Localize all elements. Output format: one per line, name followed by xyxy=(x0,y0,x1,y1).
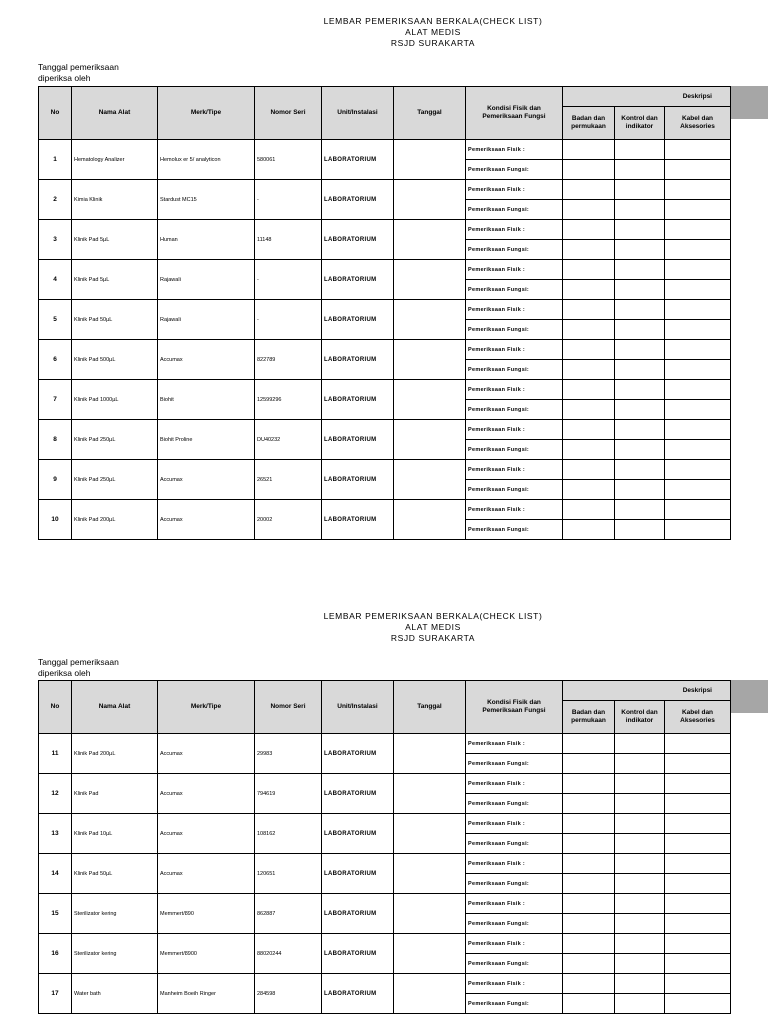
row-number: 12 xyxy=(39,774,72,814)
control-indicator-cell[interactable] xyxy=(615,200,665,220)
body-surface-cell[interactable] xyxy=(563,954,615,974)
equipment-brand: Rajawali xyxy=(158,260,255,300)
row-number: 5 xyxy=(39,300,72,340)
body-surface-cell[interactable] xyxy=(563,754,615,774)
body-surface-cell[interactable] xyxy=(563,480,615,500)
equipment-brand: Human xyxy=(158,220,255,260)
control-indicator-cell[interactable] xyxy=(615,914,665,934)
control-indicator-cell[interactable] xyxy=(615,874,665,894)
body-surface-cell[interactable] xyxy=(563,854,615,874)
sheet-title-line-2: ALAT MEDIS xyxy=(405,27,461,37)
control-indicator-cell[interactable] xyxy=(615,160,665,180)
body-surface-cell[interactable] xyxy=(563,500,615,520)
control-indicator-cell[interactable] xyxy=(615,754,665,774)
equipment-brand: Biohit Proline xyxy=(158,420,255,460)
body-surface-cell[interactable] xyxy=(563,160,615,180)
control-indicator-cell[interactable] xyxy=(615,794,665,814)
body-surface-cell[interactable] xyxy=(563,220,615,240)
date-label: Tanggal pemeriksaan xyxy=(38,62,119,72)
serial-number: 862887 xyxy=(255,894,322,934)
checked-by-label: diperiksa oleh xyxy=(38,668,91,678)
control-indicator-cell[interactable] xyxy=(615,974,665,994)
inspection-date-cell[interactable] xyxy=(394,894,466,934)
unit-installation: LABORATORIUM xyxy=(322,500,394,540)
cable-accessories-cell[interactable] xyxy=(665,814,731,834)
function-check-label: Pemeriksaan Fungsi: xyxy=(466,520,563,540)
table-row xyxy=(39,934,731,954)
row-number: 13 xyxy=(39,814,72,854)
row-number: 15 xyxy=(39,894,72,934)
body-surface-cell[interactable] xyxy=(563,380,615,400)
function-check-label: Pemeriksaan Fungsi: xyxy=(466,160,563,180)
header-unit: Unit/Instalasi xyxy=(322,87,394,140)
control-indicator-cell[interactable] xyxy=(615,280,665,300)
cable-accessories-cell[interactable] xyxy=(665,360,731,380)
body-surface-cell[interactable] xyxy=(563,420,615,440)
header-grey-bar xyxy=(730,680,768,713)
body-surface-cell[interactable] xyxy=(563,774,615,794)
body-surface-cell[interactable] xyxy=(563,360,615,380)
equipment-brand: Accumax xyxy=(158,814,255,854)
cable-accessories-cell[interactable] xyxy=(665,380,731,400)
equipment-brand: Memmert/890 xyxy=(158,894,255,934)
cable-accessories-cell[interactable] xyxy=(665,974,731,994)
cable-accessories-cell[interactable] xyxy=(665,874,731,894)
body-surface-cell[interactable] xyxy=(563,934,615,954)
control-indicator-cell[interactable] xyxy=(615,140,665,160)
cable-accessories-cell[interactable] xyxy=(665,734,731,754)
body-surface-cell[interactable] xyxy=(563,400,615,420)
table-row xyxy=(39,340,731,360)
row-number: 7 xyxy=(39,380,72,420)
equipment-name: Klinik Pad 200µL xyxy=(72,734,158,774)
physical-check-label: Pemeriksaan Fisik : xyxy=(466,140,563,160)
function-check-label: Pemeriksaan Fungsi: xyxy=(466,240,563,260)
header-grey-bar xyxy=(730,86,768,119)
function-check-label: Pemeriksaan Fungsi: xyxy=(466,954,563,974)
control-indicator-cell[interactable] xyxy=(615,520,665,540)
physical-check-label: Pemeriksaan Fisik : xyxy=(466,420,563,440)
serial-number: 26521 xyxy=(255,460,322,500)
body-surface-cell[interactable] xyxy=(563,734,615,754)
control-indicator-cell[interactable] xyxy=(615,320,665,340)
unit-installation: LABORATORIUM xyxy=(322,380,394,420)
function-check-label: Pemeriksaan Fungsi: xyxy=(466,754,563,774)
control-indicator-cell[interactable] xyxy=(615,380,665,400)
inspection-date-cell[interactable] xyxy=(394,220,466,260)
unit-installation: LABORATORIUM xyxy=(322,140,394,180)
control-indicator-cell[interactable] xyxy=(615,420,665,440)
cable-accessories-cell[interactable] xyxy=(665,220,731,240)
table-row xyxy=(39,500,731,520)
equipment-name: Klinik Pad 250µL xyxy=(72,460,158,500)
equipment-name: Klinik Pad 200µL xyxy=(72,500,158,540)
sheet-title-line-3: RSJD SURAKARTA xyxy=(390,633,476,643)
control-indicator-cell[interactable] xyxy=(615,460,665,480)
body-surface-cell[interactable] xyxy=(563,874,615,894)
equipment-name: Klinik Pad 250µL xyxy=(72,420,158,460)
equipment-name: Hematology Analizer xyxy=(72,140,158,180)
header-no: No xyxy=(39,87,72,140)
serial-number: 11148 xyxy=(255,220,322,260)
physical-check-label: Pemeriksaan Fisik : xyxy=(466,380,563,400)
unit-installation: LABORATORIUM xyxy=(322,340,394,380)
serial-number: 120651 xyxy=(255,854,322,894)
cable-accessories-cell[interactable] xyxy=(665,994,731,1014)
equipment-brand: Accumax xyxy=(158,854,255,894)
control-indicator-cell[interactable] xyxy=(615,834,665,854)
inspection-date-cell[interactable] xyxy=(394,460,466,500)
control-indicator-cell[interactable] xyxy=(615,774,665,794)
cable-accessories-cell[interactable] xyxy=(665,894,731,914)
unit-installation: LABORATORIUM xyxy=(322,300,394,340)
cable-accessories-cell[interactable] xyxy=(665,160,731,180)
control-indicator-cell[interactable] xyxy=(615,360,665,380)
serial-number: DU40232 xyxy=(255,420,322,460)
date-label: Tanggal pemeriksaan xyxy=(38,657,119,667)
header-nomor-seri: Nomor Seri xyxy=(255,681,322,734)
cable-accessories-cell[interactable] xyxy=(665,520,731,540)
control-indicator-cell[interactable] xyxy=(615,894,665,914)
table-row xyxy=(39,974,731,994)
physical-check-label: Pemeriksaan Fisik : xyxy=(466,854,563,874)
control-indicator-cell[interactable] xyxy=(615,734,665,754)
body-surface-cell[interactable] xyxy=(563,280,615,300)
function-check-label: Pemeriksaan Fungsi: xyxy=(466,914,563,934)
inspection-date-cell[interactable] xyxy=(394,814,466,854)
inspection-date-cell[interactable] xyxy=(394,934,466,974)
unit-installation: LABORATORIUM xyxy=(322,734,394,774)
header-tanggal: Tanggal xyxy=(394,87,466,140)
body-surface-cell[interactable] xyxy=(563,520,615,540)
equipment-brand: Accumax xyxy=(158,734,255,774)
inspection-date-cell[interactable] xyxy=(394,380,466,420)
equipment-name: Klinik Pad 50µL xyxy=(72,854,158,894)
serial-number: 20002 xyxy=(255,500,322,540)
header-kontrol: Kontrol dan indikator xyxy=(615,701,665,734)
cable-accessories-cell[interactable] xyxy=(665,834,731,854)
body-surface-cell[interactable] xyxy=(563,200,615,220)
checklist-table xyxy=(38,86,731,540)
inspection-date-cell[interactable] xyxy=(394,734,466,774)
sheet-title-line-2: ALAT MEDIS xyxy=(405,622,461,632)
unit-installation: LABORATORIUM xyxy=(322,220,394,260)
cable-accessories-cell[interactable] xyxy=(665,854,731,874)
body-surface-cell[interactable] xyxy=(563,834,615,854)
equipment-name: Klinik Pad 50µL xyxy=(72,300,158,340)
control-indicator-cell[interactable] xyxy=(615,440,665,460)
header-deskripsi: Deskripsi xyxy=(563,681,731,701)
equipment-name: Sterilizator kering xyxy=(72,934,158,974)
sheet-title-line-1: LEMBAR PEMERIKSAAN BERKALA(CHECK LIST) xyxy=(323,16,543,26)
inspection-date-cell[interactable] xyxy=(394,180,466,220)
control-indicator-cell[interactable] xyxy=(615,934,665,954)
header-tanggal: Tanggal xyxy=(394,681,466,734)
function-check-label: Pemeriksaan Fungsi: xyxy=(466,280,563,300)
inspection-date-cell[interactable] xyxy=(394,140,466,180)
unit-installation: LABORATORIUM xyxy=(322,260,394,300)
physical-check-label: Pemeriksaan Fisik : xyxy=(466,814,563,834)
unit-installation: LABORATORIUM xyxy=(322,854,394,894)
header-badan: Badan dan permukaan xyxy=(563,107,615,140)
equipment-name: Klinik Pad 500µL xyxy=(72,340,158,380)
inspection-date-cell[interactable] xyxy=(394,300,466,340)
equipment-brand: Memmert/8900 xyxy=(158,934,255,974)
cable-accessories-cell[interactable] xyxy=(665,794,731,814)
equipment-brand: Accumax xyxy=(158,500,255,540)
control-indicator-cell[interactable] xyxy=(615,954,665,974)
header-nomor-seri: Nomor Seri xyxy=(255,87,322,140)
control-indicator-cell[interactable] xyxy=(615,854,665,874)
header-nama-alat: Nama Alat xyxy=(72,87,158,140)
serial-number: - xyxy=(255,300,322,340)
cable-accessories-cell[interactable] xyxy=(665,180,731,200)
equipment-brand: Accumax xyxy=(158,460,255,500)
body-surface-cell[interactable] xyxy=(563,914,615,934)
function-check-label: Pemeriksaan Fungsi: xyxy=(466,480,563,500)
body-surface-cell[interactable] xyxy=(563,320,615,340)
serial-number: 822789 xyxy=(255,340,322,380)
inspection-date-cell[interactable] xyxy=(394,500,466,540)
control-indicator-cell[interactable] xyxy=(615,340,665,360)
header-merk: Merk/Tipe xyxy=(158,87,255,140)
inspection-date-cell[interactable] xyxy=(394,420,466,460)
header-kondisi: Kondisi Fisik dan Pemeriksaan Fungsi xyxy=(466,681,563,734)
cable-accessories-cell[interactable] xyxy=(665,500,731,520)
unit-installation: LABORATORIUM xyxy=(322,774,394,814)
serial-number: - xyxy=(255,260,322,300)
body-surface-cell[interactable] xyxy=(563,460,615,480)
equipment-name: Klinik Pad 5µL xyxy=(72,220,158,260)
cable-accessories-cell[interactable] xyxy=(665,934,731,954)
physical-check-label: Pemeriksaan Fisik : xyxy=(466,340,563,360)
cable-accessories-cell[interactable] xyxy=(665,280,731,300)
row-number: 1 xyxy=(39,140,72,180)
row-number: 8 xyxy=(39,420,72,460)
equipment-brand: Biohit xyxy=(158,380,255,420)
control-indicator-cell[interactable] xyxy=(615,500,665,520)
table-row xyxy=(39,894,731,914)
cable-accessories-cell[interactable] xyxy=(665,420,731,440)
inspection-date-cell[interactable] xyxy=(394,340,466,380)
equipment-name: Kimia Klinik xyxy=(72,180,158,220)
body-surface-cell[interactable] xyxy=(563,300,615,320)
control-indicator-cell[interactable] xyxy=(615,180,665,200)
row-number: 14 xyxy=(39,854,72,894)
serial-number: 88020244 xyxy=(255,934,322,974)
control-indicator-cell[interactable] xyxy=(615,994,665,1014)
equipment-name: Klinik Pad 1000µL xyxy=(72,380,158,420)
equipment-name: Klinik Pad 5µL xyxy=(72,260,158,300)
unit-installation: LABORATORIUM xyxy=(322,460,394,500)
inspection-date-cell[interactable] xyxy=(394,260,466,300)
function-check-label: Pemeriksaan Fungsi: xyxy=(466,440,563,460)
unit-installation: LABORATORIUM xyxy=(322,974,394,1014)
body-surface-cell[interactable] xyxy=(563,814,615,834)
cable-accessories-cell[interactable] xyxy=(665,200,731,220)
header-deskripsi: Deskripsi xyxy=(563,87,731,107)
physical-check-label: Pemeriksaan Fisik : xyxy=(466,734,563,754)
equipment-name: Sterilizator kering xyxy=(72,894,158,934)
function-check-label: Pemeriksaan Fungsi: xyxy=(466,400,563,420)
body-surface-cell[interactable] xyxy=(563,794,615,814)
header-kontrol: Kontrol dan indikator xyxy=(615,107,665,140)
unit-installation: LABORATORIUM xyxy=(322,894,394,934)
body-surface-cell[interactable] xyxy=(563,260,615,280)
cable-accessories-cell[interactable] xyxy=(665,460,731,480)
equipment-brand: Stardust MC15 xyxy=(158,180,255,220)
control-indicator-cell[interactable] xyxy=(615,814,665,834)
unit-installation: LABORATORIUM xyxy=(322,814,394,854)
serial-number: 580061 xyxy=(255,140,322,180)
cable-accessories-cell[interactable] xyxy=(665,320,731,340)
body-surface-cell[interactable] xyxy=(563,974,615,994)
checklist-table xyxy=(38,680,731,1014)
body-surface-cell[interactable] xyxy=(563,994,615,1014)
header-kabel: Kabel dan Aksesories xyxy=(665,107,731,140)
row-number: 4 xyxy=(39,260,72,300)
control-indicator-cell[interactable] xyxy=(615,240,665,260)
row-number: 16 xyxy=(39,934,72,974)
cable-accessories-cell[interactable] xyxy=(665,300,731,320)
table-row xyxy=(39,854,731,874)
physical-check-label: Pemeriksaan Fisik : xyxy=(466,300,563,320)
row-number: 9 xyxy=(39,460,72,500)
equipment-brand: Rajawali xyxy=(158,300,255,340)
cable-accessories-cell[interactable] xyxy=(665,954,731,974)
table-row xyxy=(39,140,731,160)
control-indicator-cell[interactable] xyxy=(615,260,665,280)
row-number: 17 xyxy=(39,974,72,1014)
function-check-label: Pemeriksaan Fungsi: xyxy=(466,200,563,220)
equipment-brand: Accumax xyxy=(158,774,255,814)
unit-installation: LABORATORIUM xyxy=(322,934,394,974)
unit-installation: LABORATORIUM xyxy=(322,420,394,460)
physical-check-label: Pemeriksaan Fisik : xyxy=(466,974,563,994)
body-surface-cell[interactable] xyxy=(563,240,615,260)
body-surface-cell[interactable] xyxy=(563,894,615,914)
unit-installation: LABORATORIUM xyxy=(322,180,394,220)
body-surface-cell[interactable] xyxy=(563,140,615,160)
serial-number: 108162 xyxy=(255,814,322,854)
cable-accessories-cell[interactable] xyxy=(665,240,731,260)
serial-number: 12599296 xyxy=(255,380,322,420)
inspection-date-cell[interactable] xyxy=(394,974,466,1014)
equipment-brand: Accumax xyxy=(158,340,255,380)
cable-accessories-cell[interactable] xyxy=(665,440,731,460)
row-number: 11 xyxy=(39,734,72,774)
sheet-title-line-1: LEMBAR PEMERIKSAAN BERKALA(CHECK LIST) xyxy=(323,611,543,621)
cable-accessories-cell[interactable] xyxy=(665,774,731,794)
physical-check-label: Pemeriksaan Fisik : xyxy=(466,500,563,520)
serial-number: 29983 xyxy=(255,734,322,774)
row-number: 6 xyxy=(39,340,72,380)
row-number: 3 xyxy=(39,220,72,260)
table-row xyxy=(39,774,731,794)
sheet-title-line-3: RSJD SURAKARTA xyxy=(390,38,476,48)
function-check-label: Pemeriksaan Fungsi: xyxy=(466,874,563,894)
physical-check-label: Pemeriksaan Fisik : xyxy=(466,934,563,954)
table-row xyxy=(39,260,731,280)
serial-number: 284598 xyxy=(255,974,322,1014)
header-unit: Unit/Instalasi xyxy=(322,681,394,734)
table-row xyxy=(39,380,731,400)
table-row xyxy=(39,814,731,834)
equipment-brand: Manheim Boeih Ringer xyxy=(158,974,255,1014)
function-check-label: Pemeriksaan Fungsi: xyxy=(466,320,563,340)
cable-accessories-cell[interactable] xyxy=(665,914,731,934)
header-kondisi: Kondisi Fisik dan Pemeriksaan Fungsi xyxy=(466,87,563,140)
cable-accessories-cell[interactable] xyxy=(665,260,731,280)
cable-accessories-cell[interactable] xyxy=(665,340,731,360)
body-surface-cell[interactable] xyxy=(563,180,615,200)
table-row xyxy=(39,734,731,754)
physical-check-label: Pemeriksaan Fisik : xyxy=(466,894,563,914)
equipment-name: Klinik Pad xyxy=(72,774,158,814)
serial-number: - xyxy=(255,180,322,220)
table-row xyxy=(39,220,731,240)
physical-check-label: Pemeriksaan Fisik : xyxy=(466,774,563,794)
equipment-brand: Hemolux er 5/ analyticon xyxy=(158,140,255,180)
header-nama-alat: Nama Alat xyxy=(72,681,158,734)
table-row xyxy=(39,420,731,440)
header-no: No xyxy=(39,681,72,734)
control-indicator-cell[interactable] xyxy=(615,480,665,500)
inspection-date-cell[interactable] xyxy=(394,854,466,894)
control-indicator-cell[interactable] xyxy=(615,220,665,240)
control-indicator-cell[interactable] xyxy=(615,300,665,320)
function-check-label: Pemeriksaan Fungsi: xyxy=(466,834,563,854)
physical-check-label: Pemeriksaan Fisik : xyxy=(466,220,563,240)
physical-check-label: Pemeriksaan Fisik : xyxy=(466,180,563,200)
equipment-name: Klinik Pad 10µL xyxy=(72,814,158,854)
cable-accessories-cell[interactable] xyxy=(665,140,731,160)
table-row xyxy=(39,180,731,200)
physical-check-label: Pemeriksaan Fisik : xyxy=(466,260,563,280)
table-row xyxy=(39,300,731,320)
table-row xyxy=(39,460,731,480)
equipment-name: Water bath xyxy=(72,974,158,1014)
header-merk: Merk/Tipe xyxy=(158,681,255,734)
checked-by-label: diperiksa oleh xyxy=(38,73,91,83)
cable-accessories-cell[interactable] xyxy=(665,400,731,420)
header-kabel: Kabel dan Aksesories xyxy=(665,701,731,734)
function-check-label: Pemeriksaan Fungsi: xyxy=(466,360,563,380)
control-indicator-cell[interactable] xyxy=(615,400,665,420)
inspection-date-cell[interactable] xyxy=(394,774,466,814)
row-number: 10 xyxy=(39,500,72,540)
function-check-label: Pemeriksaan Fungsi: xyxy=(466,794,563,814)
body-surface-cell[interactable] xyxy=(563,340,615,360)
cable-accessories-cell[interactable] xyxy=(665,480,731,500)
physical-check-label: Pemeriksaan Fisik : xyxy=(466,460,563,480)
serial-number: 794619 xyxy=(255,774,322,814)
body-surface-cell[interactable] xyxy=(563,440,615,460)
row-number: 2 xyxy=(39,180,72,220)
header-badan: Badan dan permukaan xyxy=(563,701,615,734)
cable-accessories-cell[interactable] xyxy=(665,754,731,774)
function-check-label: Pemeriksaan Fungsi: xyxy=(466,994,563,1014)
